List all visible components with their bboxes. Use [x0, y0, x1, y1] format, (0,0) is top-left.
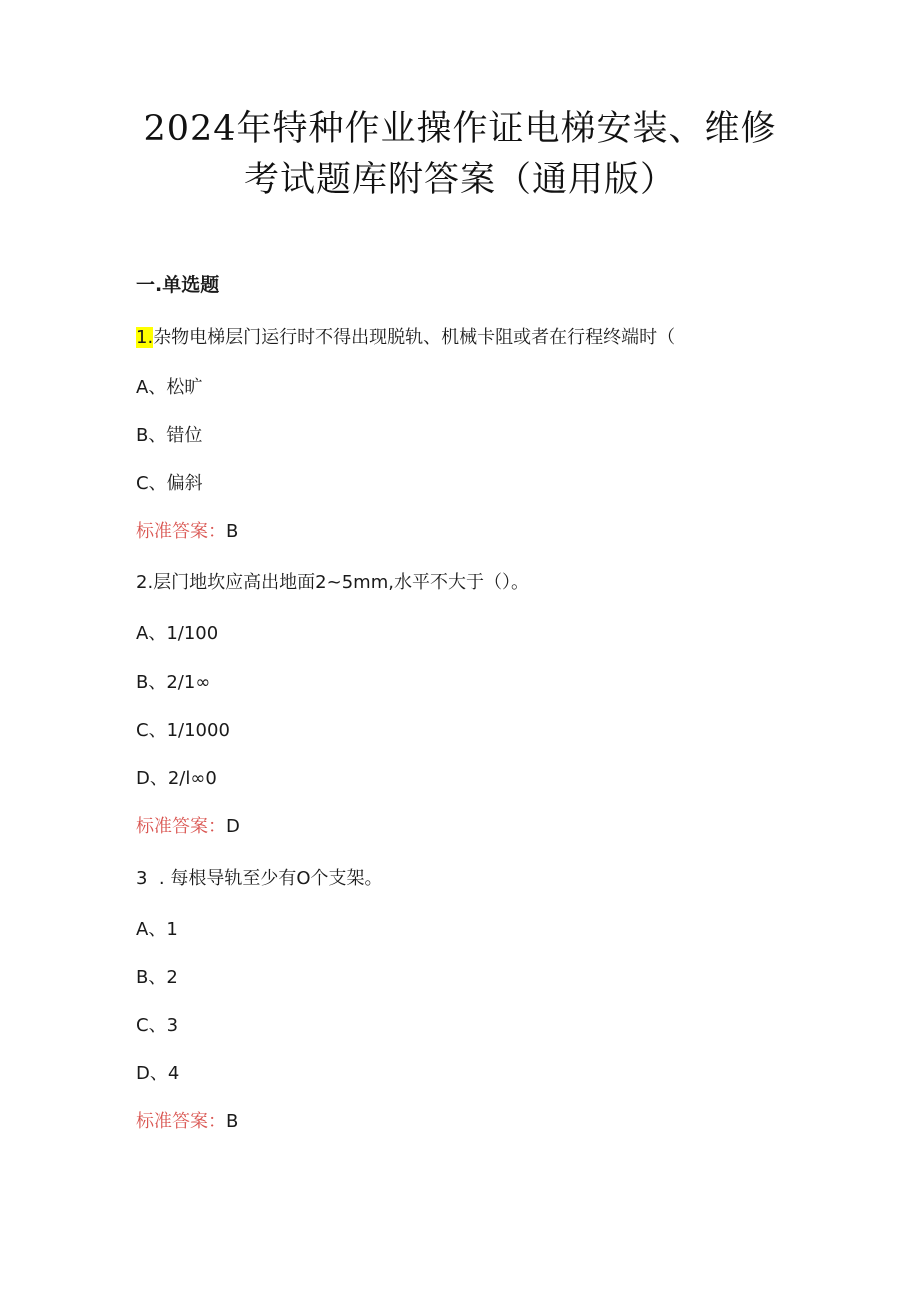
question-2-option-a: A、1/100 [136, 623, 219, 644]
question-1-option-c: C、偏斜 [136, 473, 203, 494]
question-2-option-c: C、1/1000 [136, 720, 230, 741]
question-2-text: 2.层门地坎应高出地面2~5mm,水平不大于（）。 [136, 572, 529, 593]
question-1 [136, 326, 675, 350]
question-3-option-c: C、3 [136, 1015, 179, 1036]
question-2-answer [136, 815, 240, 839]
answer-label: 标准答案： [136, 816, 226, 837]
question-1-option-a: A、松旷 [136, 377, 203, 398]
answer-label: 标准答案： [136, 521, 226, 542]
question-3-option-d: D、4 [136, 1063, 180, 1084]
question-3-option-a: A、1 [136, 919, 178, 940]
answer-value: D [226, 816, 240, 837]
document-title-line-1: 2024年特种作业操作证电梯安装、维修 [143, 109, 777, 149]
answer-value: B [226, 1111, 239, 1132]
question-1-number: 1. [136, 327, 154, 348]
document-title-line-2: 考试题库附答案（通用版） [243, 160, 676, 200]
question-1-answer [136, 520, 238, 544]
answer-value: B [226, 521, 239, 542]
answer-label: 标准答案： [136, 1111, 226, 1132]
question-3-text: 3 . 每根导轨至少有O个支架。 [136, 868, 383, 889]
question-1-option-b: B、错位 [136, 425, 203, 446]
section-heading: 一.单选题 [136, 274, 220, 296]
question-1-text: 杂物电梯层门运行时不得出现脱轨、机械卡阻或者在行程终端时（ [153, 327, 676, 348]
question-3-answer [136, 1110, 238, 1134]
question-2-option-b: B、2/1∞ [136, 672, 211, 693]
question-3-option-b: B、2 [136, 967, 178, 988]
question-2-option-d: D、2/l∞0 [136, 768, 217, 789]
